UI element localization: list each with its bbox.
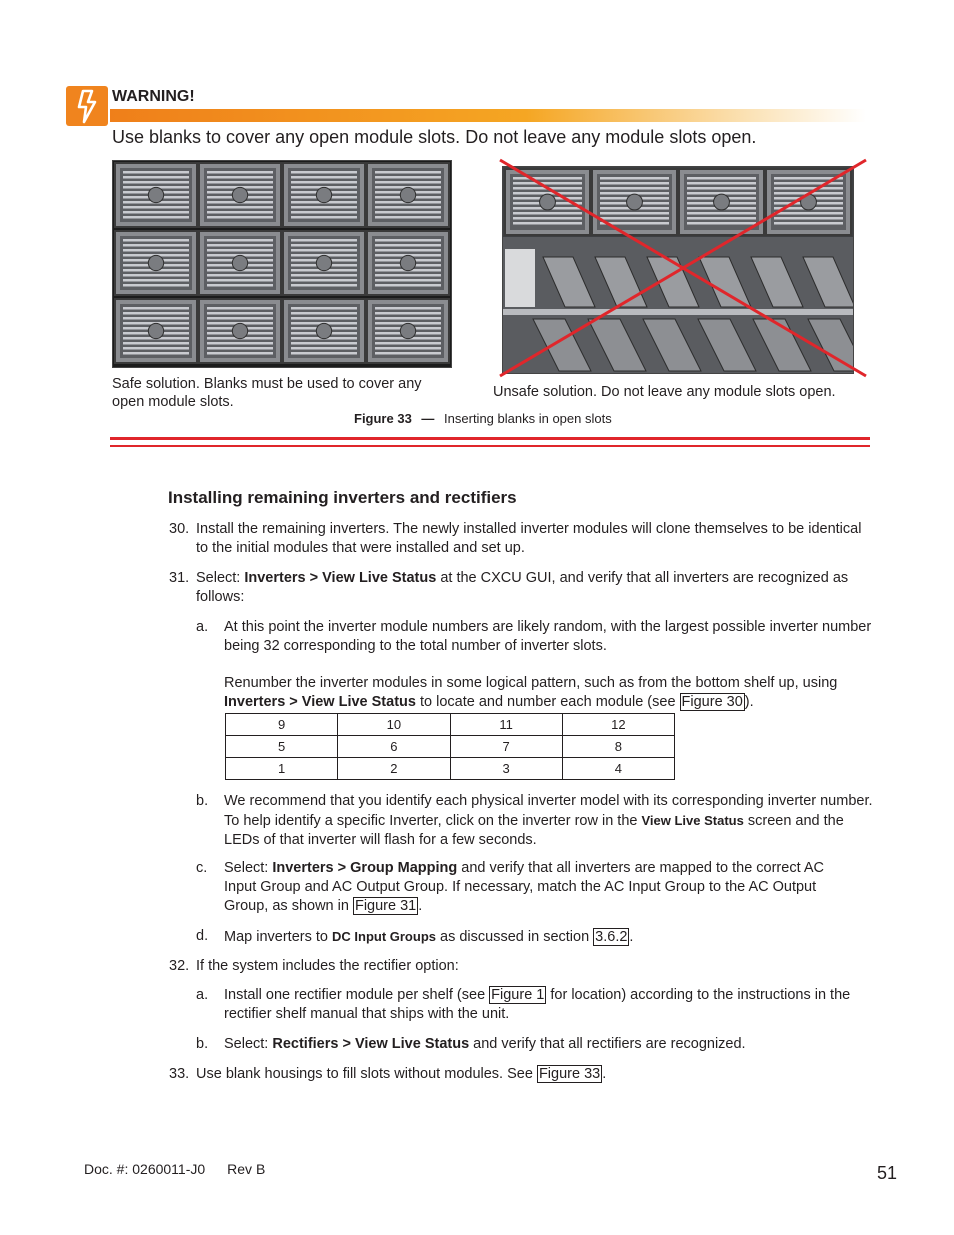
step-31b-letter: b. xyxy=(196,793,209,809)
menu-path: View Live Status xyxy=(641,813,744,828)
step-31c-letter: c. xyxy=(196,860,208,876)
table-cell: 3 xyxy=(450,758,562,780)
table-cell: 10 xyxy=(338,714,450,736)
safe-caption: Safe solution. Blanks must be used to cover any open module slots. xyxy=(112,376,422,410)
menu-path: Rectifiers > View Live Status xyxy=(272,1036,470,1052)
step-31-number: 31. xyxy=(169,570,190,586)
step-33-text: Use blank housings to fill slots without modules. See Figure 33 . xyxy=(196,1066,607,1082)
table-cell: 2 xyxy=(338,758,450,780)
table-cell: 9 xyxy=(226,714,338,736)
menu-path: DC Input Groups xyxy=(332,929,436,944)
step-31a-renumber: Renumber the inverter modules in some logical pattern, such as from the bottom shelf up, using Inverters > View Live Status to locate and number each module (see Figure 30 ). xyxy=(224,675,838,710)
menu-path: Inverters > Group Mapping xyxy=(272,860,458,876)
table-row xyxy=(226,736,675,758)
divider-rule-top xyxy=(110,437,870,440)
table-cell: 5 xyxy=(226,736,338,758)
table-cell: 7 xyxy=(450,736,562,758)
step-31a-letter: a. xyxy=(196,619,209,635)
figure-30-link[interactable]: Figure 30 xyxy=(681,694,743,710)
warning-bar xyxy=(110,109,866,122)
step-30-number: 30. xyxy=(169,521,190,537)
step-33-number: 33. xyxy=(169,1066,190,1082)
step-31d-text: Map inverters to DC Input Groups as discussed in section 3.6.2 . xyxy=(224,929,634,945)
unsafe-caption: Unsafe solution. Do not leave any module slots open. xyxy=(493,384,836,400)
step-31d-letter: d. xyxy=(196,928,209,944)
step-31-text: Select: Inverters > View Live Status at the CXCU GUI, and verify that all inverters are recognized as follows: xyxy=(196,570,849,605)
inverter-numbering-table xyxy=(225,713,675,780)
figure-33-link[interactable]: Figure 33 xyxy=(538,1066,601,1082)
red-cross-mark xyxy=(498,158,870,380)
step-30-text: Install the remaining inverters. The newly installed inverter modules will clone themselves to be identical to the initial modules that were installed and set up. xyxy=(196,521,862,556)
section-title: Installing remaining inverters and rectifiers xyxy=(168,488,517,507)
warning-title: WARNING! xyxy=(112,88,195,105)
divider-rule-bottom xyxy=(110,445,870,447)
step-31b-text: We recommend that you identify each physical inverter model with its corresponding inverter number. To help identify a specific Inverter, click on the inverter row in the View Live Status screen and the LEDs of that inverter will flash for a few seconds. xyxy=(224,793,873,848)
lightning-warning-icon xyxy=(66,86,108,126)
table-row xyxy=(226,758,675,780)
menu-path: Inverters > View Live Status xyxy=(244,570,437,586)
step-32-text: If the system includes the rectifier option: xyxy=(196,958,459,974)
table-row xyxy=(226,714,675,736)
figure-title: Inserting blanks in open slots xyxy=(444,411,612,426)
step-32b-letter: b. xyxy=(196,1036,209,1052)
warning-text: Use blanks to cover any open module slots. Do not leave any module slots open. xyxy=(112,127,757,147)
table-cell: 12 xyxy=(562,714,674,736)
page-number: 51 xyxy=(877,1163,898,1183)
step-32-number: 32. xyxy=(169,958,190,974)
figure-dash: — xyxy=(421,411,435,426)
figure-31-link[interactable]: Figure 31 xyxy=(354,898,417,914)
step-32a-text: Install one rectifier module per shelf (see Figure 1 for location) according to the instructions in the rectifier shelf manual that ships with the unit. xyxy=(224,987,851,1022)
step-32a-letter: a. xyxy=(196,987,209,1003)
safe-solution-photo xyxy=(112,160,452,368)
step-32b-text: Select: Rectifiers > View Live Status and verify that all rectifiers are recognized. xyxy=(224,1036,746,1052)
figure-1-link[interactable]: Figure 1 xyxy=(491,987,545,1003)
menu-path: Inverters > View Live Status xyxy=(224,694,416,710)
table-cell: 6 xyxy=(338,736,450,758)
figure-caption xyxy=(354,411,612,426)
table-cell: 4 xyxy=(562,758,674,780)
figure-label: Figure 33 xyxy=(354,411,412,426)
table-cell: 1 xyxy=(226,758,338,780)
table-cell: 11 xyxy=(450,714,562,736)
footer-doc-number: Doc. #: 0260011-J0 Rev B xyxy=(84,1161,266,1177)
step-31c-text: Select: Inverters > Group Mapping and verify that all inverters are mapped to the correct AC Input Group and AC Output Group. If necessary, match the AC Input Group to the AC Output Group, as shown in Figure 31 . xyxy=(224,860,824,914)
section-3-6-2-link[interactable]: 3.6.2 xyxy=(595,929,628,945)
step-31a-text: At this point the inverter module numbers are likely random, with the largest possible inverter number being 32 corresponding to the total number of inverter slots. xyxy=(224,619,872,654)
table-cell: 8 xyxy=(562,736,674,758)
